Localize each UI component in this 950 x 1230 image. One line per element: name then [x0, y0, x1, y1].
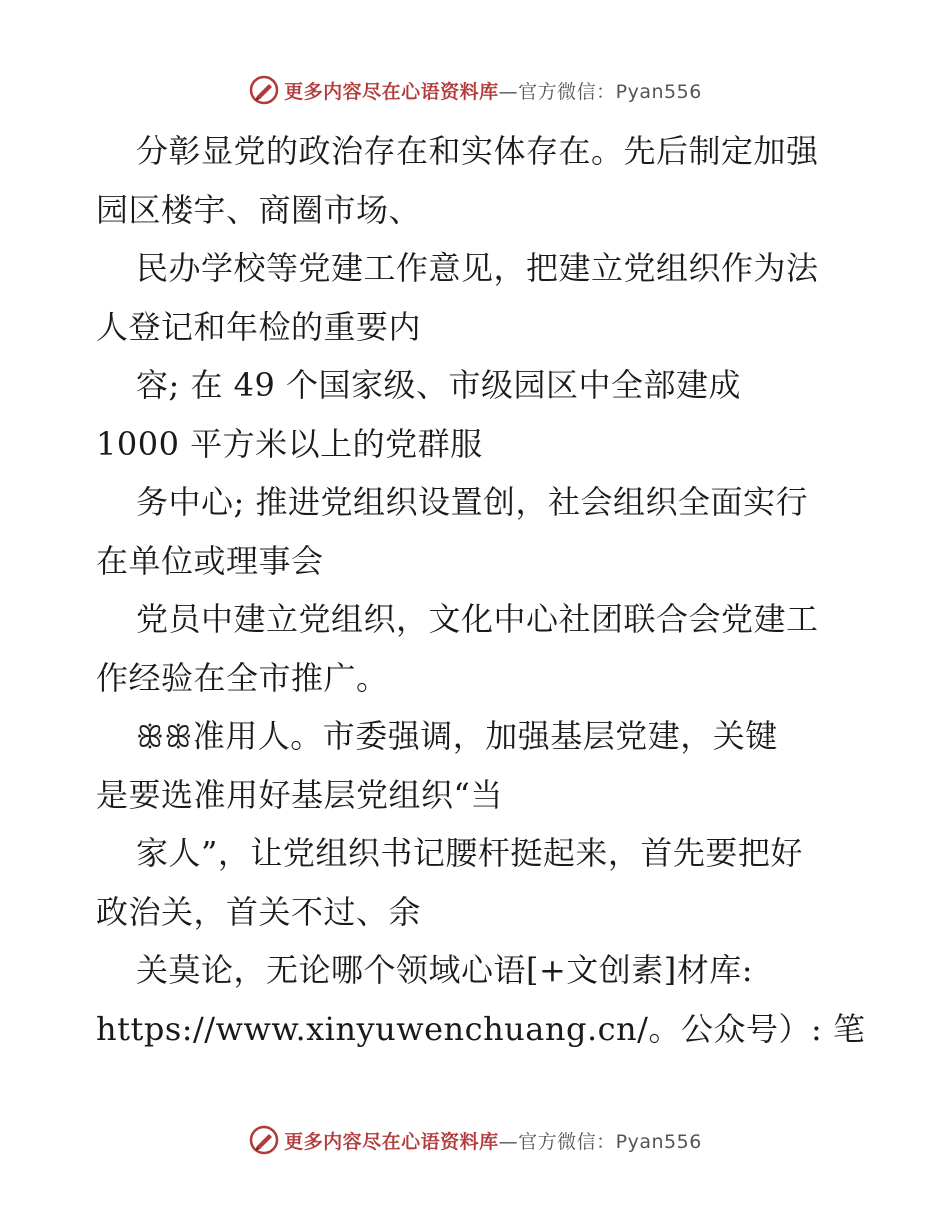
header-banner-suffix: —官方微信：Pyan556 [498, 80, 702, 103]
document-body [96, 122, 866, 1058]
text-line-9: 党员中建立党组织，文化中心社团联合会党建工 [136, 600, 819, 638]
text-line-6: 1000 平方米以上的党群服 [96, 424, 483, 463]
text-line-5: 容; 在 49 个国家级、市级园区中全部建成 [136, 366, 742, 404]
ornament-glyph-icon: ꕥꕥ [136, 720, 193, 755]
text-line-14: 政治关，首关不过、余 [96, 892, 422, 931]
text-line-12: 是要选准用好基层党组织“当 [96, 775, 503, 814]
footer-banner [0, 1120, 950, 1160]
text-line-11 [96, 707, 856, 766]
header-banner-inner [248, 74, 702, 106]
header-banner-text [284, 77, 702, 104]
header-banner-main: 更多内容尽在心语资料库 [284, 80, 499, 103]
text-line-4: 人登记和年检的重要内 [96, 307, 422, 346]
text-line-8: 在单位或理事会 [96, 541, 324, 580]
text-line-15: 关莫论，无论哪个领域心语[+文创素]材库: [136, 951, 754, 989]
text-line-16: https://www.xinyuwenchuang.cn/。公众号）: 笔 [96, 1009, 866, 1048]
text-line-1: 分彰显党的政治存在和实体存在。先后制定加强 [136, 132, 819, 170]
footer-banner-inner [248, 1124, 702, 1156]
pen-logo-icon [248, 74, 280, 106]
footer-banner-text [284, 1127, 702, 1154]
header-banner [0, 70, 950, 110]
text-line-13: 家人”，让党组织书记腰杆挺起来，首先要把好 [136, 834, 803, 872]
text-line-10: 作经验在全市推广。 [96, 658, 389, 697]
footer-banner-suffix: —官方微信：Pyan556 [498, 1130, 702, 1153]
pen-logo-icon [248, 1124, 280, 1156]
text-line-2: 园区楼宇、商圈市场、 [96, 190, 422, 229]
text-line-3: 民办学校等党建工作意见，把建立党组织作为法 [136, 249, 819, 287]
footer-banner-main: 更多内容尽在心语资料库 [284, 1130, 499, 1153]
text-line-11-content: 准用人。市委强调，加强基层党建，关键 [192, 717, 778, 755]
text-line-7: 务中心; 推进党组织设置创，社会组织全面实行 [136, 483, 808, 521]
